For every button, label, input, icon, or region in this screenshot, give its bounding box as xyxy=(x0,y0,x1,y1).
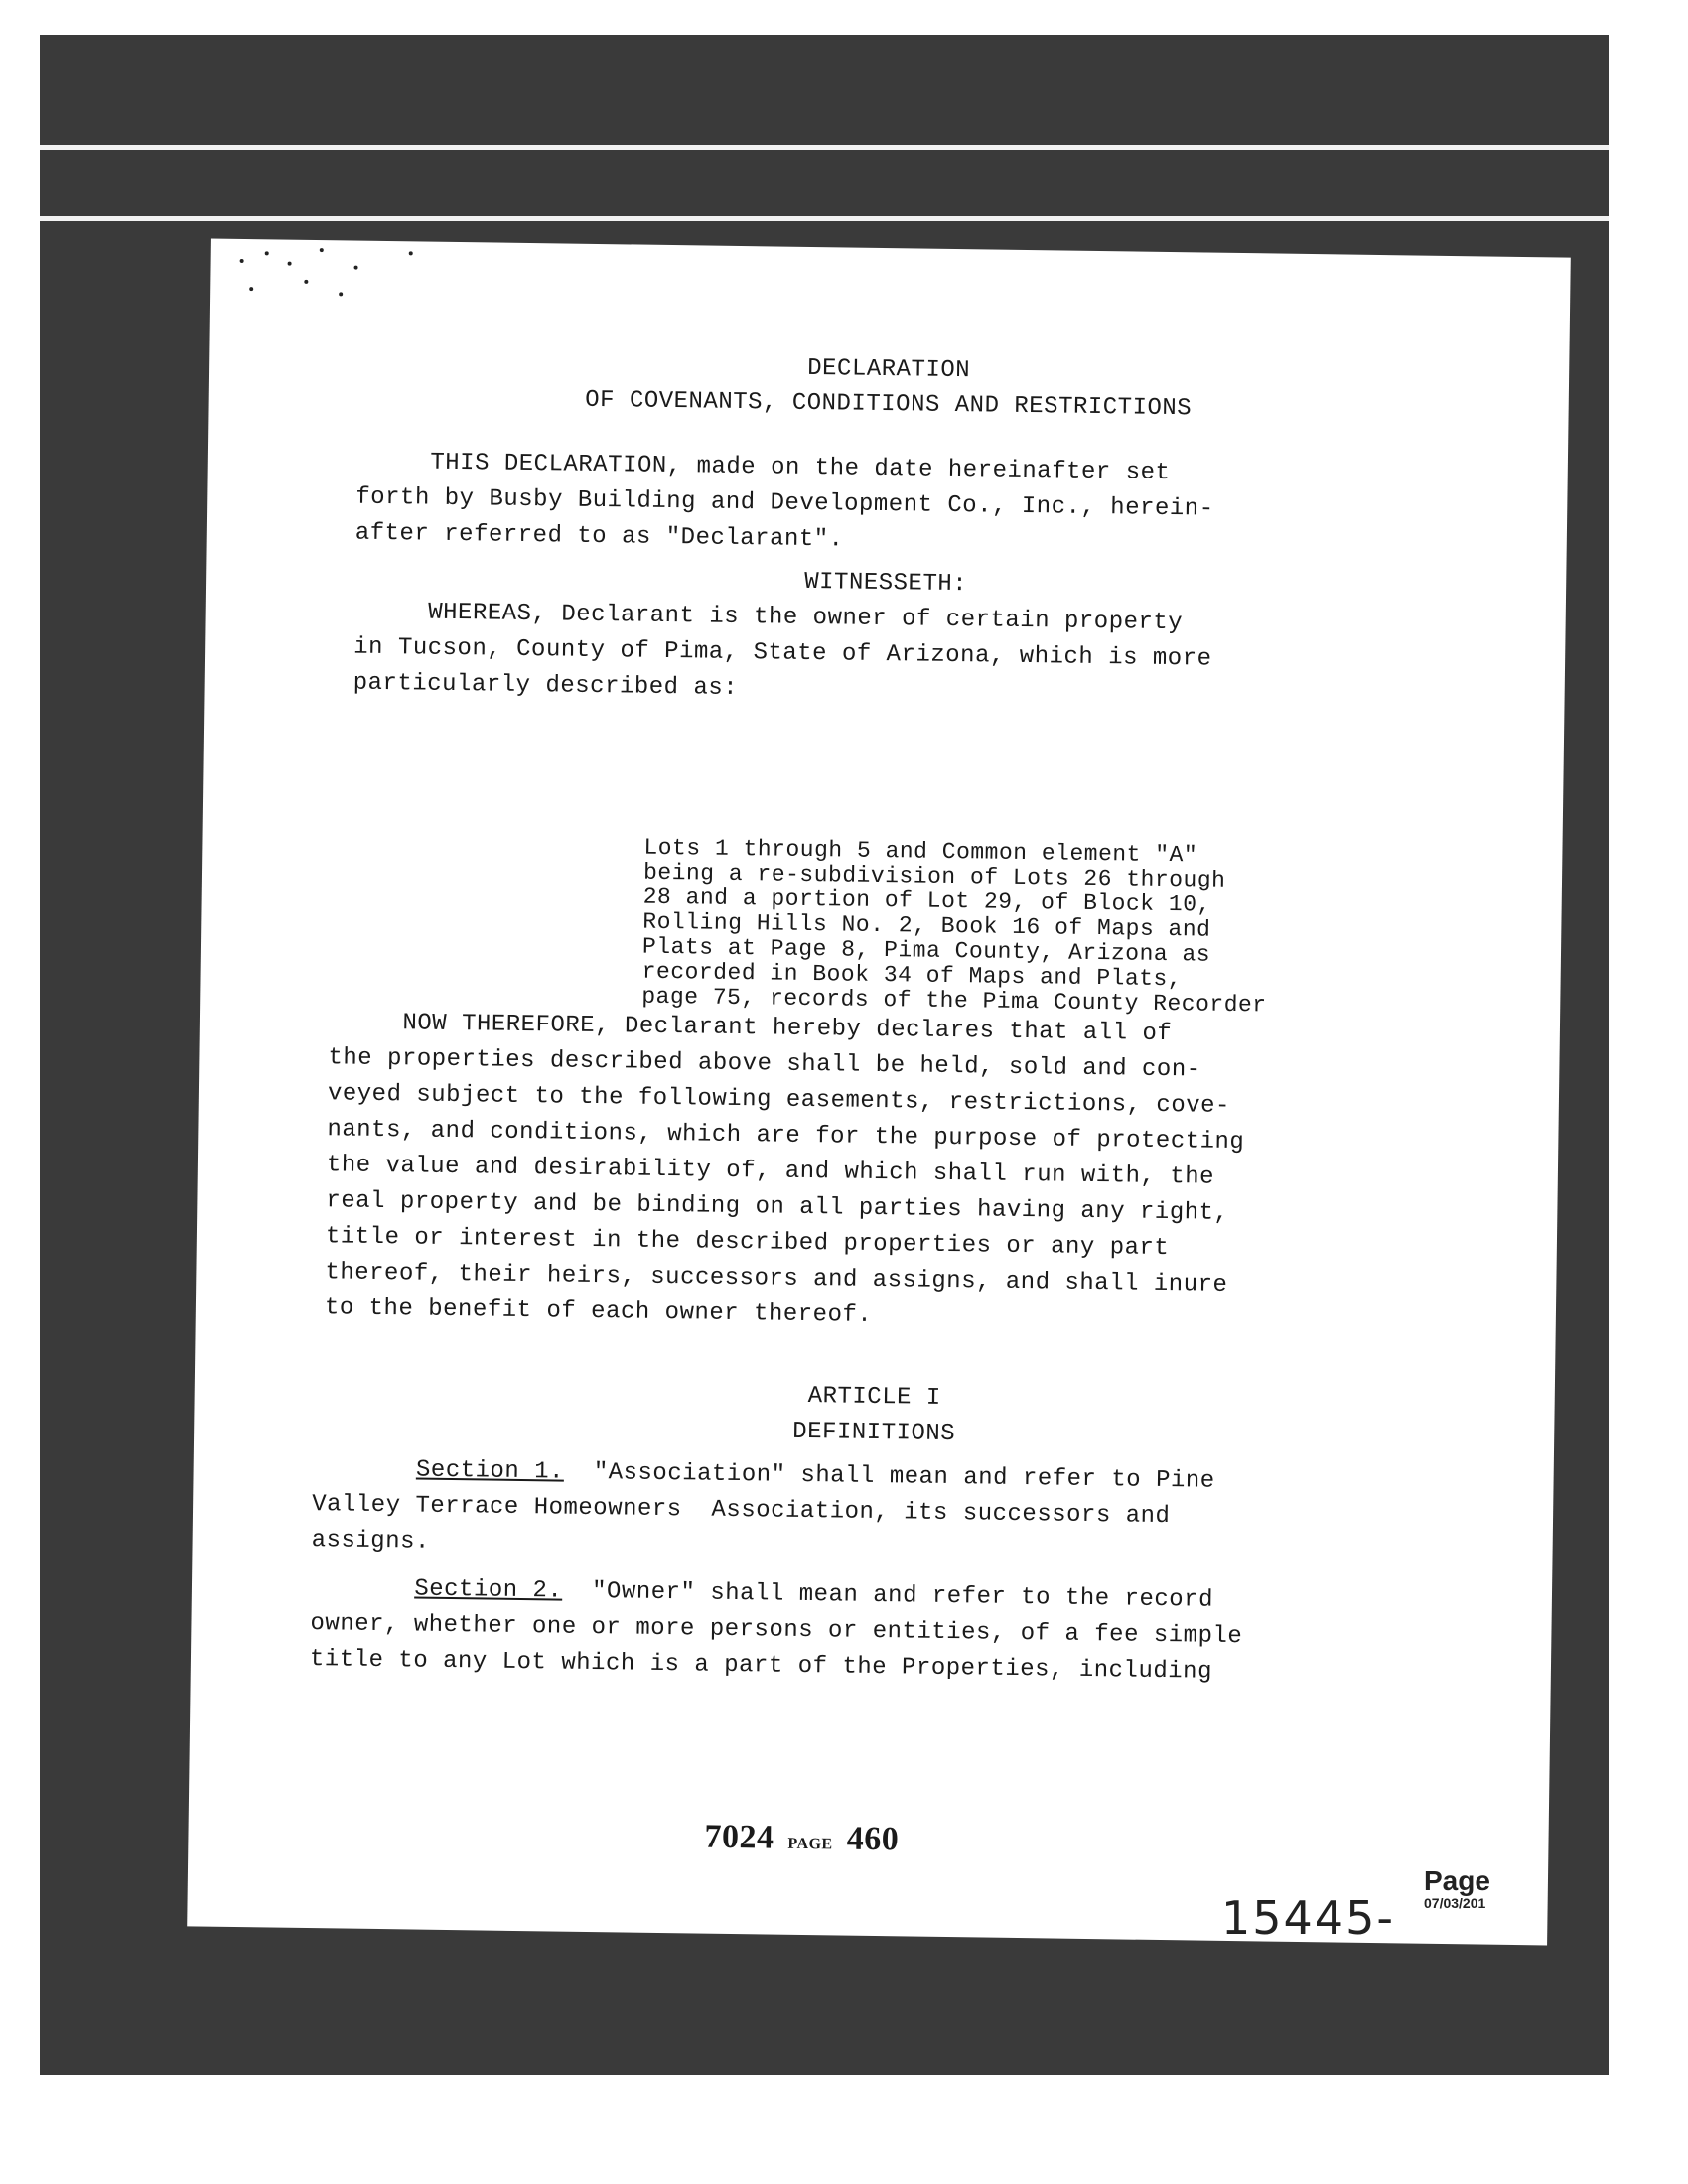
legal-line: page 75, records of the Pima County Recorder xyxy=(641,983,1267,1019)
now-therefore-line: the value and desirability of, and which shall run with, the xyxy=(326,1152,1215,1191)
section-2 xyxy=(310,1570,1243,1691)
article-title: DEFINITIONS xyxy=(792,1418,956,1448)
legal-line: Rolling Hills No. 2, Book 16 of Maps and xyxy=(642,908,1211,943)
now-therefore-paragraph xyxy=(325,1005,1246,1339)
stamp-page-label: Page xyxy=(1424,1865,1490,1896)
section-2-line: owner, whether one or more persons or entities, of a fee simple xyxy=(310,1610,1243,1651)
intro-line: THIS DECLARATION, made on the date hereinafter set xyxy=(355,448,1171,487)
now-therefore-line: veyed subject to the following easements, restrictions, cove- xyxy=(327,1080,1231,1120)
scan-streak xyxy=(40,216,1609,221)
now-therefore-line: to the benefit of each owner thereof. xyxy=(324,1295,873,1329)
scan-streak xyxy=(40,145,1609,150)
now-therefore-line: real property and be binding on all parties having any right, xyxy=(326,1187,1229,1227)
page-word: PAGE xyxy=(787,1835,833,1853)
witnesseth-heading: WITNESSETH: xyxy=(804,568,968,599)
intro-line: forth by Busby Building and Development Co., Inc., herein- xyxy=(355,483,1214,523)
now-therefore-line: NOW THEREFORE, Declarant hereby declares that all of xyxy=(328,1009,1173,1048)
document-text xyxy=(187,239,1571,1946)
whereas-line: in Tucson, County of Pima, State of Arizona, which is more xyxy=(353,633,1212,673)
section-1-line: assigns. xyxy=(311,1527,431,1556)
article-heading: ARTICLE I xyxy=(807,1383,941,1412)
intro-paragraph xyxy=(355,445,1215,564)
now-therefore-line: the properties described above shall be held, sold and con- xyxy=(328,1044,1201,1084)
whereas-paragraph xyxy=(352,595,1212,714)
title-line-2: OF COVENANTS, CONDITIONS AND RESTRICTIONS xyxy=(585,386,1193,423)
section-1 xyxy=(311,1451,1214,1571)
book-number: 7024 xyxy=(704,1818,774,1856)
now-therefore-line: title or interest in the described properties or any part xyxy=(325,1223,1170,1263)
now-therefore-line: nants, and conditions, which are for the purpose of protecting xyxy=(327,1116,1245,1157)
title-line-1: DECLARATION xyxy=(807,354,971,385)
section-2-text: "Owner" shall mean and refer to the record xyxy=(562,1577,1214,1614)
section-2-line: title to any Lot which is a part of the Properties, including xyxy=(309,1646,1213,1686)
legal-line: recorded in Book 34 of Maps and Plats, xyxy=(641,958,1183,993)
legal-line: 28 and a portion of Lot 29, of Block 10, xyxy=(642,884,1211,918)
section-1-text: "Association" shall mean and refer to Pine xyxy=(563,1458,1215,1495)
page-stamp xyxy=(1420,1866,1494,1910)
stamp-date: 07/03/201 xyxy=(1424,1895,1486,1911)
legal-line: Plats at Page 8, Pima County, Arizona as xyxy=(641,933,1211,968)
section-1-label: Section 1. xyxy=(415,1456,565,1486)
legal-description xyxy=(641,836,1269,1019)
now-therefore-line: thereof, their heirs, successors and assigns, and shall inure xyxy=(325,1259,1228,1298)
section-1-line: Valley Terrace Homeowners Association, its successors and xyxy=(311,1491,1171,1531)
legal-line: being a re-subdivision of Lots 26 through xyxy=(642,859,1226,893)
book-page-number xyxy=(704,1820,899,1864)
section-2-label: Section 2. xyxy=(414,1575,563,1605)
whereas-line: particularly described as: xyxy=(352,669,739,702)
document-page xyxy=(187,239,1571,1946)
intro-line: after referred to as "Declarant". xyxy=(354,519,844,554)
whereas-line: WHEREAS, Declarant is the owner of certain property xyxy=(353,598,1184,637)
scan-background xyxy=(40,35,1609,2075)
legal-line: Lots 1 through 5 and Common element "A" xyxy=(643,834,1198,869)
page-number: 460 xyxy=(846,1820,900,1858)
handwritten-number: 15445- xyxy=(1221,1891,1395,1945)
